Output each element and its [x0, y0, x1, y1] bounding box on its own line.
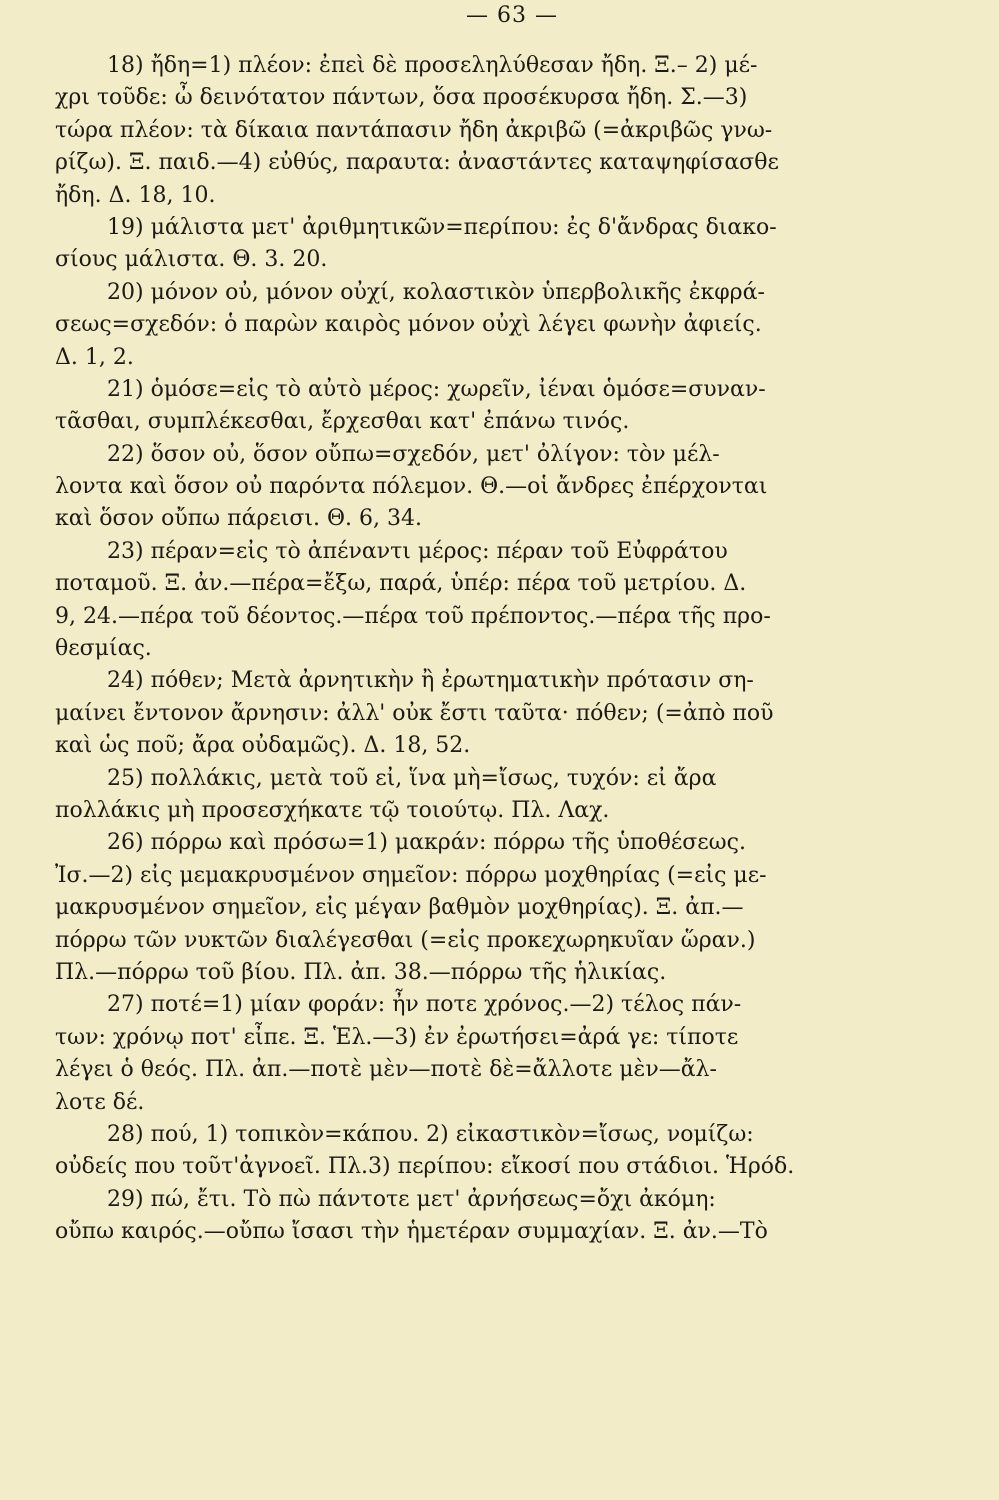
entry-26-line: πόρρω τῶν νυκτῶν διαλέγεσθαι (=εἰς προκεχωρηκυῖαν ὥραν.) — [55, 927, 756, 953]
entry-18-line: ρίζω). Ξ. παιδ.—4) εὐθύς, παραυτα: ἀναστάντες καταψηφίσασθε — [55, 150, 779, 176]
entry-29-line: οὔπω καιρός.—οὔπω ἴσασι τὴν ἡμετέραν συμμαχίαν. Ξ. ἀν.—Τὸ — [55, 1219, 768, 1245]
entry-27-line: λέγει ὁ θεός. Πλ. ἀπ.—ποτὲ μὲν—ποτὲ δὲ=ἄλλοτε μὲν—ἄλ- — [55, 1057, 717, 1083]
entry-22-line: καὶ ὅσον οὔπω πάρεισι. Θ. 6, 34. — [55, 506, 423, 532]
entry-19-line: σίους μάλιστα. Θ. 3. 20. — [55, 247, 328, 273]
page-body — [55, 50, 879, 1248]
entry-28-line: οὐδείς που τοῦτ'ἀγνοεῖ. Πλ.3) περίπου: εἴκοσί που στάδιοι. Ἡρόδ. — [55, 1154, 795, 1180]
entry-19-line: 19) μάλιστα μετ' ἀριθμητικῶν=περίπου: ἐς δ'ἄνδρας διακο- — [107, 214, 777, 240]
entry-18-line: 18) ἤδη=1) πλέον: ἐπεὶ δὲ προσεληλύθεσαν ἤδη. Ξ.– 2) μέ- — [107, 53, 758, 78]
entry-18-line: τώρα πλέον: τὰ δίκαια παντάπασιν ἤδη ἀκριβῶ (=ἀκριβῶς γνω- — [55, 117, 773, 143]
entry-23-line: θεσμίας. — [55, 636, 152, 662]
entry-18-line: χρι τοῦδε: ὦ δεινότατον πάντων, ὅσα προσέκυρσα ἤδη. Σ.—3) — [55, 85, 748, 111]
entry-26-line: Ἰσ.—2) εἰς μεμακρυσμένον σημεῖον: πόρρω μοχθηρίας (=εἰς με- — [55, 862, 767, 888]
entry-26-line: 26) πόρρω καὶ πρόσω=1) μακράν: πόρρω τῆς ὑποθέσεως. — [107, 830, 746, 856]
entry-23-line: 23) πέραν=εἰς τὸ ἀπέναντι μέρος: πέραν τοῦ Εὐφράτου — [107, 538, 728, 564]
entry-27-line: λοτε δέ. — [55, 1089, 145, 1115]
entry-21-line: τᾶσθαι, συμπλέκεσθαι, ἔρχεσθαι κατ' ἐπάνω τινός. — [55, 409, 630, 435]
entry-21-line: 21) ὁμόσε=εἰς τὸ αὐτὸ μέρος: χωρεῖν, ἰέναι ὁμόσε=συναν- — [107, 376, 766, 402]
entry-28-line: 28) πού, 1) τοπικὸν=κάπου. 2) εἰκαστικὸν=ἴσως, νομίζω: — [107, 1121, 754, 1147]
page-number: — 63 — — [466, 3, 558, 28]
entry-20-line: σεως=σχεδόν: ὁ παρὼν καιρὸς μόνον οὐχὶ λέγει φωνὴν ἀφιείς. — [55, 312, 762, 338]
entry-24-line: μαίνει ἔντονον ἄρνησιν: ἀλλ' οὐκ ἔστι ταῦτα· πόθεν; (=ἀπὸ ποῦ — [55, 700, 774, 726]
entry-20-line: Δ. 1, 2. — [55, 344, 134, 370]
entry-24-line: 24) πόθεν; Μετὰ ἀρνητικὴν ἢ ἐρωτηματικὴν πρότασιν ση- — [107, 668, 754, 694]
entry-20-line: 20) μόνον οὐ, μόνον οὐχί, κολαστικὸν ὑπερβολικῆς ἐκφρά- — [107, 279, 765, 305]
entry-25-line: 25) πολλάκις, μετὰ τοῦ εἰ, ἵνα μὴ=ἴσως, τυχόν: εἰ ἄρα — [107, 765, 717, 791]
entry-26-line: Πλ.—πόρρω τοῦ βίου. Πλ. ἀπ. 38.—πόρρω τῆς ἡλικίας. — [55, 959, 667, 985]
entry-22-line: 22) ὅσον οὐ, ὅσον οὔπω=σχεδόν, μετ' ὀλίγον: τὸν μέλ- — [107, 441, 720, 467]
entry-23-line: ποταμοῦ. Ξ. ἀν.—πέρα=ἔξω, παρά, ὑπέρ: πέρα τοῦ μετρίου. Δ. — [55, 571, 747, 597]
entry-29-line: 29) πώ, ἔτι. Τὸ πὼ πάντοτε μετ' ἀρνήσεως=ὄχι ἀκόμη: — [107, 1186, 716, 1212]
entry-24-line: καὶ ὡς ποῦ; ἄρα οὐδαμῶς). Δ. 18, 52. — [55, 733, 471, 759]
entry-27-line: 27) ποτέ=1) μίαν φοράν: ἦν ποτε χρόνος.—2) τέλος πάν- — [107, 992, 742, 1018]
entry-27-line: των: χρόνῳ ποτ' εἶπε. Ξ. Ἑλ.—3) ἐν ἐρωτήσει=ἀρά γε: τίποτε — [55, 1024, 739, 1050]
entry-25-line: πολλάκις μὴ προσεσχήκατε τῷ τοιούτῳ. Πλ. Λαχ. — [55, 797, 610, 823]
entry-23-line: 9, 24.—πέρα τοῦ δέοντος.—πέρα τοῦ πρέποντος.—πέρα τῆς προ- — [55, 603, 771, 629]
entry-18-line: ἤδη. Δ. 18, 10. — [55, 182, 216, 208]
entry-22-line: λοντα καὶ ὅσον οὐ παρόντα πόλεμον. Θ.—οἱ ἄνδρες ἐπέρχονται — [55, 474, 768, 500]
entry-26-line: μακρυσμένον σημεῖον, εἰς μέγαν βαθμὸν μοχθηρίας). Ξ. ἀπ.— — [55, 895, 744, 921]
